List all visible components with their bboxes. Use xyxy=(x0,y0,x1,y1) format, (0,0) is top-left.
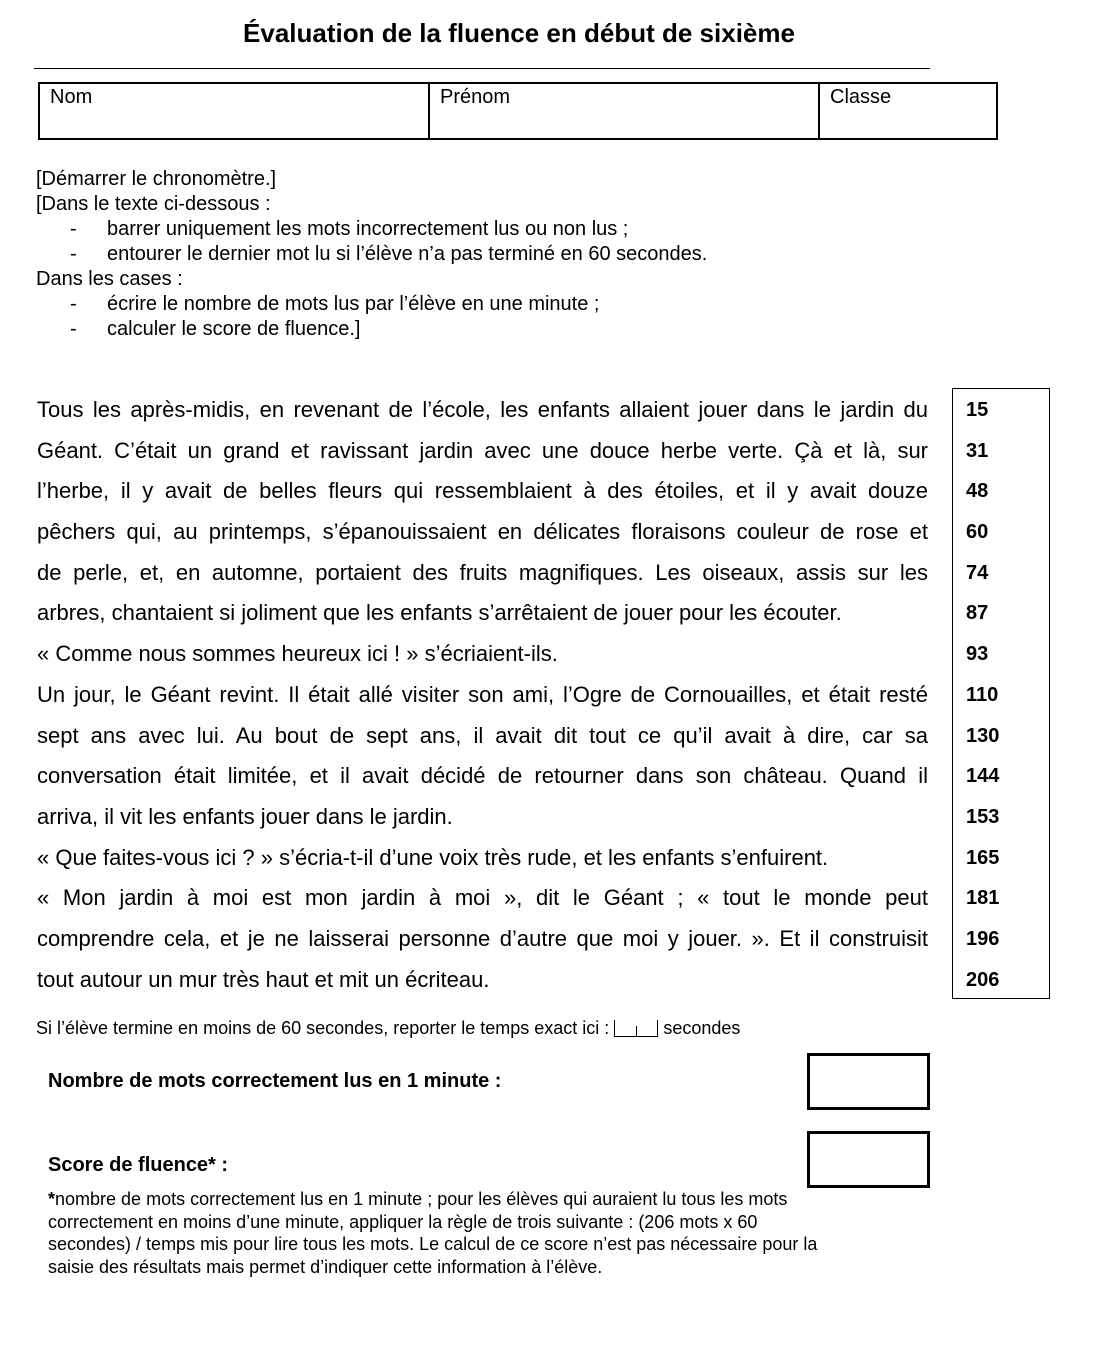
cumulative-word-count: 48 xyxy=(966,480,989,503)
nom-field[interactable] xyxy=(40,84,430,138)
bullet-dash: - xyxy=(70,318,77,340)
text-line: tout autour un mur très haut et mit un écriteau. xyxy=(37,966,490,992)
bullet-text: écrire le nombre de mots lus par l’élève en une minute ; xyxy=(107,293,600,315)
bullet-dash: - xyxy=(70,293,77,315)
text-line: arriva, il vit les enfants jouer dans le jardin. xyxy=(37,803,453,829)
text-line: « Comme nous sommes heureux ici ! » s’écriaient-ils. xyxy=(37,641,558,667)
page-title: Évaluation de la fluence en début de sixième xyxy=(243,18,795,48)
cumulative-word-count: 15 xyxy=(966,399,989,421)
footnote-line: saisie des résultats mais permet d’indiquer cette information à l’élève. xyxy=(48,1256,603,1277)
footnote xyxy=(48,1188,908,1278)
text-line: Géant. C’était un grand et ravissant jardin avec une douce herbe verte. Çà et là, sur xyxy=(37,437,928,463)
cumulative-word-count: 153 xyxy=(966,805,1000,828)
word-count-list xyxy=(966,390,999,1000)
bullet-dash: - xyxy=(70,243,77,265)
instruction-bullet xyxy=(36,317,707,342)
cumulative-word-count: 87 xyxy=(966,602,989,625)
footnote-line: secondes) / temps mis pour lire tous les mots. Le calcul de ce score n’est pas nécessaire pour la xyxy=(48,1234,818,1254)
cumulative-word-count: 74 xyxy=(966,561,989,584)
text-line: « Mon jardin à moi est mon jardin à moi », dit le Géant ; « tout le monde peut xyxy=(37,885,928,911)
fluency-score-box[interactable] xyxy=(807,1131,930,1188)
instruction-boxes-header: Dans les cases : xyxy=(36,268,183,290)
bullet-text: entourer le dernier mot lu si l’élève n’a pas terminé en 60 secondes. xyxy=(107,243,708,265)
words-read-label: Nombre de mots correctement lus en 1 minute : xyxy=(48,1070,502,1092)
cumulative-word-count: 31 xyxy=(966,439,989,462)
prenom-label: Prénom xyxy=(440,86,511,108)
instruction-bullet xyxy=(36,242,707,267)
text-line: conversation était limitée, et il avait décidé de retourner dans son château. Quand il xyxy=(37,763,928,789)
bullet-dash: - xyxy=(70,218,77,240)
text-line: « Que faites-vous ici ? » s’écria-t-il d’une voix très rude, et les enfants s’enfuirent. xyxy=(37,844,829,870)
bullet-text: calculer le score de fluence.] xyxy=(107,318,361,340)
cumulative-word-count: 206 xyxy=(966,968,1000,991)
classe-field[interactable] xyxy=(820,84,996,138)
text-line: l’herbe, il y avait de belles fleurs qui ressemblaient à des étoiles, et il y avait douze xyxy=(37,478,928,504)
prenom-field[interactable] xyxy=(430,84,820,138)
instruction-bullet xyxy=(36,292,707,317)
text-line: comprendre cela, et je ne laisserai personne d’autre que moi y jouer. ». Et il construisit xyxy=(37,925,928,951)
cumulative-word-count: 93 xyxy=(966,643,989,666)
time-input-blank[interactable] xyxy=(614,1020,658,1037)
footnote-text: nombre de mots correctement lus en 1 minute ; pour les élèves qui auraient lu tous les mots xyxy=(55,1189,788,1209)
instructions-block xyxy=(36,167,707,342)
cumulative-word-count: 196 xyxy=(966,927,1000,950)
title-underline xyxy=(34,68,930,69)
student-info-table xyxy=(38,82,998,140)
text-line: sept ans avec lui. Au bout de sept ans, il avait dit tout ce qu’il avait à dire, car sa xyxy=(37,722,928,748)
time-report-line xyxy=(36,1018,740,1039)
cumulative-word-count: 165 xyxy=(966,846,1000,869)
fluency-score-label: Score de fluence* : xyxy=(48,1154,229,1176)
instruction-start-timer: [Démarrer le chronomètre.] xyxy=(36,168,277,190)
text-line: Tous les après-midis, en revenant de l’école, les enfants allaient jouer dans le jardin du xyxy=(37,397,928,422)
cumulative-word-count: 144 xyxy=(966,765,1000,788)
words-read-box[interactable] xyxy=(807,1053,930,1110)
time-report-text: Si l’élève termine en moins de 60 secondes, reporter le temps exact ici : xyxy=(36,1018,610,1038)
time-unit: secondes xyxy=(663,1018,741,1038)
cumulative-word-count: 181 xyxy=(966,887,1000,910)
instruction-bullet xyxy=(36,217,707,242)
text-line: de perle, et, en automne, portaient des fruits magnifiques. Les oiseaux, assis sur les xyxy=(37,559,928,585)
cumulative-word-count: 130 xyxy=(966,724,1000,747)
instruction-text-header: [Dans le texte ci-dessous : xyxy=(36,193,271,215)
classe-label: Classe xyxy=(830,86,892,108)
reading-text xyxy=(37,390,928,1000)
nom-label: Nom xyxy=(50,86,93,108)
text-line: Un jour, le Géant revint. Il était allé visiter son ami, l’Ogre de Cornouailles, et était resté xyxy=(37,681,928,707)
text-line: pêchers qui, au printemps, s’épanouissaient en délicates floraisons couleur de rose et xyxy=(37,519,928,545)
footnote-line: correctement en moins d’une minute, appliquer la règle de trois suivante : (206 mots x 60 xyxy=(48,1211,758,1232)
text-line: arbres, chantaient si joliment que les enfants s’arrêtaient de jouer pour les écouter. xyxy=(37,600,842,626)
bullet-text: barrer uniquement les mots incorrectement lus ou non lus ; xyxy=(107,218,629,240)
cumulative-word-count: 60 xyxy=(966,521,989,544)
footnote-star: * xyxy=(48,1189,56,1209)
footnote-line xyxy=(48,1188,908,1211)
cumulative-word-count: 110 xyxy=(966,683,999,706)
